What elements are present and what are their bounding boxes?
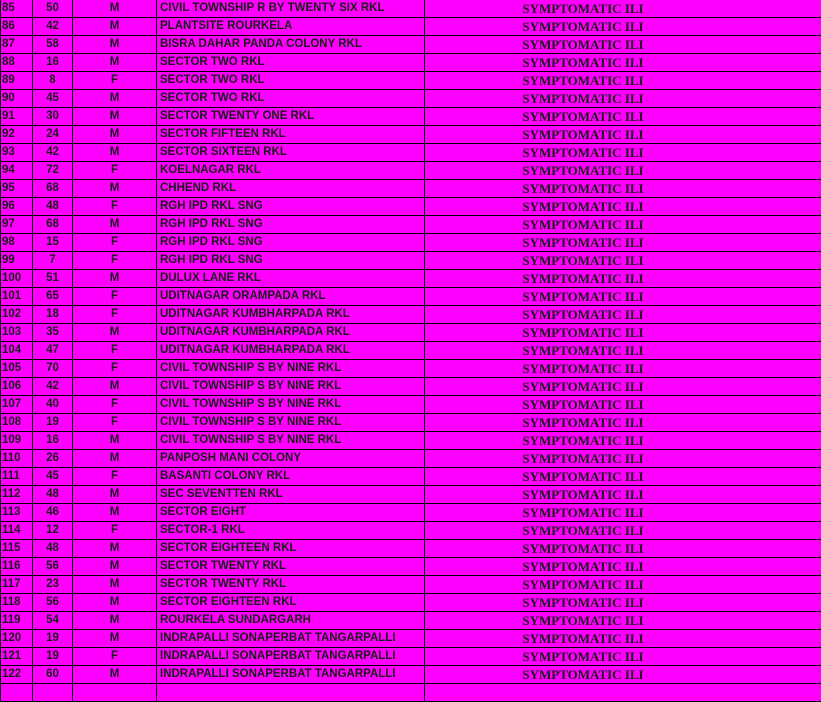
status-cell[interactable]: SYMPTOMATIC ILI xyxy=(425,162,821,180)
sex-cell[interactable]: F xyxy=(73,648,157,666)
sex-cell[interactable]: M xyxy=(73,630,157,648)
address-cell[interactable]: UDITNAGAR KUMBHARPADA RKL xyxy=(157,324,425,342)
table-row xyxy=(1,90,821,108)
status-cell[interactable]: SYMPTOMATIC ILI xyxy=(425,594,821,612)
table-row xyxy=(1,108,821,126)
serial-number-cell[interactable]: 95 xyxy=(1,180,33,198)
status-cell[interactable]: SYMPTOMATIC ILI xyxy=(425,108,821,126)
sex-cell[interactable]: M xyxy=(73,0,157,18)
table-row xyxy=(1,576,821,594)
serial-number-cell[interactable]: 116 xyxy=(1,558,33,576)
age-cell[interactable]: 35 xyxy=(33,324,73,342)
sex-cell[interactable]: M xyxy=(73,90,157,108)
serial-number-cell[interactable]: 101 xyxy=(1,288,33,306)
sex-cell[interactable]: M xyxy=(73,18,157,36)
sex-cell[interactable]: F xyxy=(73,72,157,90)
age-cell[interactable]: 48 xyxy=(33,540,73,558)
sex-cell[interactable]: F xyxy=(73,342,157,360)
age-cell[interactable]: 19 xyxy=(33,414,73,432)
age-cell[interactable]: 23 xyxy=(33,576,73,594)
age-cell[interactable]: 51 xyxy=(33,270,73,288)
status-cell[interactable]: SYMPTOMATIC ILI xyxy=(425,666,821,684)
address-cell[interactable]: UDITNAGAR ORAMPADA RKL xyxy=(157,288,425,306)
table-row xyxy=(1,486,821,504)
sex-cell[interactable]: M xyxy=(73,576,157,594)
table-row xyxy=(1,558,821,576)
sex-cell[interactable]: M xyxy=(73,594,157,612)
status-cell[interactable]: SYMPTOMATIC ILI xyxy=(425,450,821,468)
serial-number-cell[interactable]: 87 xyxy=(1,36,33,54)
table-row xyxy=(1,18,821,36)
table-row xyxy=(1,378,821,396)
serial-number-cell[interactable]: 98 xyxy=(1,234,33,252)
status-cell[interactable]: SYMPTOMATIC ILI xyxy=(425,288,821,306)
sex-cell[interactable]: F xyxy=(73,288,157,306)
age-cell[interactable]: 54 xyxy=(33,612,73,630)
status-cell[interactable]: SYMPTOMATIC ILI xyxy=(425,576,821,594)
table-row xyxy=(1,396,821,414)
status-cell[interactable]: SYMPTOMATIC ILI xyxy=(425,378,821,396)
age-cell[interactable]: 19 xyxy=(33,630,73,648)
status-cell[interactable]: SYMPTOMATIC ILI xyxy=(425,504,821,522)
age-cell[interactable]: 19 xyxy=(33,648,73,666)
address-cell[interactable]: CIVIL TOWNSHIP R BY TWENTY SIX RKL xyxy=(157,0,425,18)
age-cell[interactable]: 56 xyxy=(33,558,73,576)
serial-number-cell[interactable]: 110 xyxy=(1,450,33,468)
status-cell[interactable]: SYMPTOMATIC ILI xyxy=(425,252,821,270)
table-row xyxy=(1,144,821,162)
serial-number-cell[interactable]: 111 xyxy=(1,468,33,486)
table-body xyxy=(1,0,821,702)
serial-number-cell[interactable]: 89 xyxy=(1,72,33,90)
sex-cell[interactable]: F xyxy=(73,468,157,486)
serial-number-cell[interactable]: 119 xyxy=(1,612,33,630)
serial-number-cell[interactable]: 94 xyxy=(1,162,33,180)
address-cell[interactable]: RGH IPD RKL SNG xyxy=(157,216,425,234)
status-cell[interactable]: SYMPTOMATIC ILI xyxy=(425,18,821,36)
status-cell[interactable]: SYMPTOMATIC ILI xyxy=(425,468,821,486)
sex-cell[interactable]: M xyxy=(73,324,157,342)
table-row xyxy=(1,234,821,252)
address-cell[interactable]: ROURKELA SUNDARGARH xyxy=(157,612,425,630)
age-cell[interactable]: 16 xyxy=(33,54,73,72)
sex-cell[interactable]: M xyxy=(73,666,157,684)
table-row xyxy=(1,594,821,612)
table-row xyxy=(1,162,821,180)
sex-cell[interactable]: M xyxy=(73,378,157,396)
address-cell[interactable]: SECTOR EIGHTEEN RKL xyxy=(157,594,425,612)
serial-number-cell[interactable]: 109 xyxy=(1,432,33,450)
address-cell[interactable]: SEC SEVENTTEN RKL xyxy=(157,486,425,504)
table-row xyxy=(1,270,821,288)
serial-number-cell[interactable]: 120 xyxy=(1,630,33,648)
status-cell[interactable]: SYMPTOMATIC ILI xyxy=(425,558,821,576)
address-cell[interactable]: SECTOR TWO RKL xyxy=(157,90,425,108)
age-cell[interactable]: 40 xyxy=(33,396,73,414)
status-cell[interactable]: SYMPTOMATIC ILI xyxy=(425,234,821,252)
status-cell[interactable]: SYMPTOMATIC ILI xyxy=(425,630,821,648)
serial-number-cell[interactable]: 100 xyxy=(1,270,33,288)
serial-number-cell[interactable]: 117 xyxy=(1,576,33,594)
table-row xyxy=(1,612,821,630)
age-cell[interactable]: 56 xyxy=(33,594,73,612)
age-cell[interactable]: 47 xyxy=(33,342,73,360)
status-cell[interactable]: SYMPTOMATIC ILI xyxy=(425,306,821,324)
sex-cell[interactable]: M xyxy=(73,126,157,144)
sex-cell[interactable]: F xyxy=(73,198,157,216)
table-row xyxy=(1,54,821,72)
table-row xyxy=(1,288,821,306)
sex-cell[interactable]: M xyxy=(73,432,157,450)
sex-cell[interactable]: M xyxy=(73,486,157,504)
serial-number-cell[interactable]: 91 xyxy=(1,108,33,126)
status-cell[interactable]: SYMPTOMATIC ILI xyxy=(425,198,821,216)
sex-cell[interactable]: M xyxy=(73,36,157,54)
status-cell[interactable]: SYMPTOMATIC ILI xyxy=(425,90,821,108)
serial-number-cell[interactable]: 118 xyxy=(1,594,33,612)
address-cell[interactable]: UDITNAGAR KUMBHARPADA RKL xyxy=(157,342,425,360)
age-cell[interactable] xyxy=(33,684,73,702)
table-row xyxy=(1,198,821,216)
address-cell[interactable]: CIVIL TOWNSHIP S BY NINE RKL xyxy=(157,432,425,450)
serial-number-cell[interactable]: 88 xyxy=(1,54,33,72)
table-row xyxy=(1,324,821,342)
age-cell[interactable]: 8 xyxy=(33,72,73,90)
age-cell[interactable]: 7 xyxy=(33,252,73,270)
age-cell[interactable]: 24 xyxy=(33,126,73,144)
table-row xyxy=(1,342,821,360)
table-row xyxy=(1,252,821,270)
status-cell[interactable] xyxy=(425,684,821,702)
status-cell[interactable]: SYMPTOMATIC ILI xyxy=(425,324,821,342)
age-cell[interactable]: 68 xyxy=(33,216,73,234)
status-cell[interactable]: SYMPTOMATIC ILI xyxy=(425,180,821,198)
age-cell[interactable]: 18 xyxy=(33,306,73,324)
address-cell[interactable]: CIVIL TOWNSHIP S BY NINE RKL xyxy=(157,378,425,396)
sex-cell[interactable] xyxy=(73,684,157,702)
address-cell[interactable]: SECTOR EIGHT xyxy=(157,504,425,522)
address-cell[interactable]: SECTOR EIGHTEEN RKL xyxy=(157,540,425,558)
address-cell[interactable]: PANPOSH MANI COLONY xyxy=(157,450,425,468)
status-cell[interactable]: SYMPTOMATIC ILI xyxy=(425,270,821,288)
serial-number-cell[interactable]: 112 xyxy=(1,486,33,504)
serial-number-cell[interactable]: 114 xyxy=(1,522,33,540)
status-cell[interactable]: SYMPTOMATIC ILI xyxy=(425,432,821,450)
address-cell[interactable]: SECTOR TWENTY ONE RKL xyxy=(157,108,425,126)
age-cell[interactable]: 26 xyxy=(33,450,73,468)
status-cell[interactable]: SYMPTOMATIC ILI xyxy=(425,144,821,162)
age-cell[interactable]: 15 xyxy=(33,234,73,252)
age-cell[interactable]: 48 xyxy=(33,198,73,216)
age-cell[interactable]: 42 xyxy=(33,144,73,162)
sex-cell[interactable]: M xyxy=(73,180,157,198)
serial-number-cell[interactable]: 92 xyxy=(1,126,33,144)
table-row xyxy=(1,432,821,450)
status-cell[interactable]: SYMPTOMATIC ILI xyxy=(425,216,821,234)
address-cell[interactable]: BISRA DAHAR PANDA COLONY RKL xyxy=(157,36,425,54)
table-row xyxy=(1,414,821,432)
sex-cell[interactable]: M xyxy=(73,612,157,630)
address-cell[interactable]: INDRAPALLI SONAPERBAT TANGARPALLI xyxy=(157,648,425,666)
address-cell[interactable]: SECTOR FIFTEEN RKL xyxy=(157,126,425,144)
status-cell[interactable]: SYMPTOMATIC ILI xyxy=(425,126,821,144)
age-cell[interactable]: 42 xyxy=(33,378,73,396)
serial-number-cell[interactable]: 85 xyxy=(1,0,33,18)
age-cell[interactable]: 50 xyxy=(33,0,73,18)
status-cell[interactable]: SYMPTOMATIC ILI xyxy=(425,36,821,54)
table-row xyxy=(1,126,821,144)
address-cell[interactable]: CIVIL TOWNSHIP S BY NINE RKL xyxy=(157,414,425,432)
table-row xyxy=(1,216,821,234)
status-cell[interactable]: SYMPTOMATIC ILI xyxy=(425,342,821,360)
table-row xyxy=(1,540,821,558)
address-cell[interactable]: RGH IPD RKL SNG xyxy=(157,198,425,216)
sex-cell[interactable]: F xyxy=(73,306,157,324)
serial-number-cell[interactable]: 90 xyxy=(1,90,33,108)
address-cell[interactable]: UDITNAGAR KUMBHARPADA RKL xyxy=(157,306,425,324)
sex-cell[interactable]: F xyxy=(73,162,157,180)
table-row xyxy=(1,306,821,324)
age-cell[interactable]: 12 xyxy=(33,522,73,540)
sex-cell[interactable]: M xyxy=(73,54,157,72)
serial-number-cell[interactable]: 105 xyxy=(1,360,33,378)
address-cell[interactable]: SECTOR-1 RKL xyxy=(157,522,425,540)
address-cell[interactable]: CHHEND RKL xyxy=(157,180,425,198)
address-cell[interactable]: KOELNAGAR RKL xyxy=(157,162,425,180)
status-cell[interactable]: SYMPTOMATIC ILI xyxy=(425,54,821,72)
sex-cell[interactable]: M xyxy=(73,144,157,162)
serial-number-cell[interactable]: 121 xyxy=(1,648,33,666)
age-cell[interactable]: 42 xyxy=(33,18,73,36)
address-cell[interactable]: PLANTSITE ROURKELA xyxy=(157,18,425,36)
age-cell[interactable]: 45 xyxy=(33,468,73,486)
sex-cell[interactable]: M xyxy=(73,450,157,468)
sex-cell[interactable]: F xyxy=(73,234,157,252)
status-cell[interactable]: SYMPTOMATIC ILI xyxy=(425,72,821,90)
sex-cell[interactable]: F xyxy=(73,522,157,540)
address-cell[interactable]: RGH IPD RKL SNG xyxy=(157,234,425,252)
serial-number-cell[interactable]: 107 xyxy=(1,396,33,414)
sex-cell[interactable]: F xyxy=(73,360,157,378)
serial-number-cell[interactable]: 113 xyxy=(1,504,33,522)
serial-number-cell[interactable]: 97 xyxy=(1,216,33,234)
age-cell[interactable]: 30 xyxy=(33,108,73,126)
table-row xyxy=(1,504,821,522)
status-cell[interactable]: SYMPTOMATIC ILI xyxy=(425,414,821,432)
table-row xyxy=(1,36,821,54)
age-cell[interactable]: 70 xyxy=(33,360,73,378)
table-row xyxy=(1,630,821,648)
sex-cell[interactable]: M xyxy=(73,504,157,522)
serial-number-cell[interactable]: 106 xyxy=(1,378,33,396)
serial-number-cell[interactable]: 115 xyxy=(1,540,33,558)
table-row xyxy=(1,666,821,684)
age-cell[interactable]: 48 xyxy=(33,486,73,504)
table-row xyxy=(1,468,821,486)
serial-number-cell[interactable]: 86 xyxy=(1,18,33,36)
table-row xyxy=(1,450,821,468)
address-cell[interactable]: SECTOR TWO RKL xyxy=(157,54,425,72)
table-row xyxy=(1,360,821,378)
sex-cell[interactable]: F xyxy=(73,414,157,432)
table-row xyxy=(1,522,821,540)
address-cell[interactable]: SECTOR TWENTY RKL xyxy=(157,576,425,594)
address-cell[interactable]: SECTOR TWENTY RKL xyxy=(157,558,425,576)
age-cell[interactable]: 60 xyxy=(33,666,73,684)
status-cell[interactable]: SYMPTOMATIC ILI xyxy=(425,522,821,540)
age-cell[interactable]: 72 xyxy=(33,162,73,180)
address-cell[interactable] xyxy=(157,684,425,702)
serial-number-cell[interactable]: 122 xyxy=(1,666,33,684)
address-cell[interactable]: SECTOR SIXTEEN RKL xyxy=(157,144,425,162)
status-cell[interactable]: SYMPTOMATIC ILI xyxy=(425,540,821,558)
address-cell[interactable]: CIVIL TOWNSHIP S BY NINE RKL xyxy=(157,360,425,378)
status-cell[interactable]: SYMPTOMATIC ILI xyxy=(425,486,821,504)
sex-cell[interactable]: M xyxy=(73,108,157,126)
sex-cell[interactable]: M xyxy=(73,558,157,576)
table-row xyxy=(1,648,821,666)
status-cell[interactable]: SYMPTOMATIC ILI xyxy=(425,396,821,414)
table-row xyxy=(1,0,821,18)
status-cell[interactable]: SYMPTOMATIC ILI xyxy=(425,0,821,18)
address-cell[interactable]: DULUX LANE RKL xyxy=(157,270,425,288)
age-cell[interactable]: 58 xyxy=(33,36,73,54)
address-cell[interactable]: BASANTI COLONY RKL xyxy=(157,468,425,486)
sex-cell[interactable]: F xyxy=(73,252,157,270)
age-cell[interactable]: 46 xyxy=(33,504,73,522)
serial-number-cell[interactable] xyxy=(1,684,33,702)
sex-cell[interactable]: F xyxy=(73,396,157,414)
serial-number-cell[interactable]: 99 xyxy=(1,252,33,270)
age-cell[interactable]: 45 xyxy=(33,90,73,108)
address-cell[interactable]: CIVIL TOWNSHIP S BY NINE RKL xyxy=(157,396,425,414)
status-cell[interactable]: SYMPTOMATIC ILI xyxy=(425,612,821,630)
sex-cell[interactable]: M xyxy=(73,270,157,288)
sex-cell[interactable]: M xyxy=(73,216,157,234)
serial-number-cell[interactable]: 96 xyxy=(1,198,33,216)
table-row xyxy=(1,72,821,90)
address-cell[interactable]: RGH IPD RKL SNG xyxy=(157,252,425,270)
table-row xyxy=(1,684,821,702)
age-cell[interactable]: 68 xyxy=(33,180,73,198)
serial-number-cell[interactable]: 104 xyxy=(1,342,33,360)
address-cell[interactable]: INDRAPALLI SONAPERBAT TANGARPALLI xyxy=(157,630,425,648)
sex-cell[interactable]: M xyxy=(73,540,157,558)
age-cell[interactable]: 65 xyxy=(33,288,73,306)
serial-number-cell[interactable]: 103 xyxy=(1,324,33,342)
serial-number-cell[interactable]: 93 xyxy=(1,144,33,162)
age-cell[interactable]: 16 xyxy=(33,432,73,450)
table-row xyxy=(1,180,821,198)
status-cell[interactable]: SYMPTOMATIC ILI xyxy=(425,648,821,666)
serial-number-cell[interactable]: 102 xyxy=(1,306,33,324)
address-cell[interactable]: INDRAPALLI SONAPERBAT TANGARPALLI xyxy=(157,666,425,684)
serial-number-cell[interactable]: 108 xyxy=(1,414,33,432)
status-cell[interactable]: SYMPTOMATIC ILI xyxy=(425,360,821,378)
address-cell[interactable]: SECTOR TWO RKL xyxy=(157,72,425,90)
